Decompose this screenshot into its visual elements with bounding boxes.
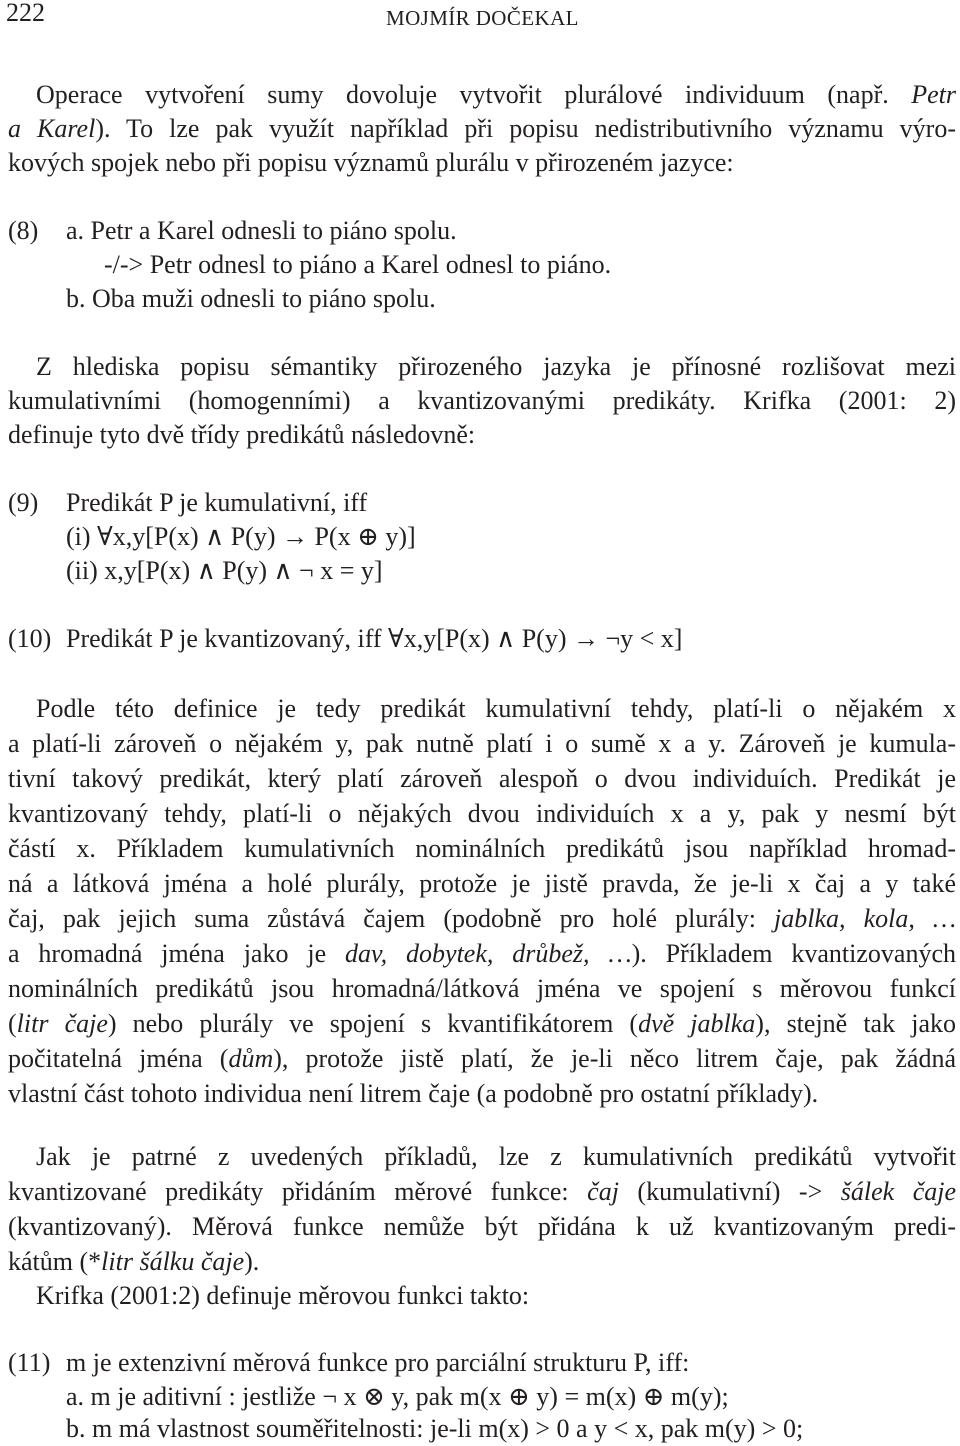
text-line: Podle této definice je tedy predikát kumulativní tehdy, platí-li o nějakém x <box>36 694 956 723</box>
example-number: (8) <box>8 216 39 245</box>
formula: b. m má vlastnost souměřitelnosti: je-li m(x) > 0 a y < x, pak m(y) > 0; <box>66 1414 804 1443</box>
text-line: Jak je patrné z uvedených příkladů, lze z kumulativních predikátů vytvořit <box>36 1142 956 1171</box>
text-line: (litr čaje) nebo plurály ve spojení s kvantifikátorem (dvě jablka), stejně tak jako <box>8 1009 956 1038</box>
text-line: kových spojek nebo při popisu významů plurálu v přirozeném jazyce: <box>8 148 734 177</box>
example-number: (10) <box>8 624 52 653</box>
example-line: b. Oba muži odnesli to piáno spolu. <box>66 284 436 313</box>
example-line: -/-> Petr odnesl to piáno a Karel odnesl to piáno. <box>104 250 612 279</box>
text-line: ná a látková jména a holé plurály, protože je jistě pravda, že je-li x čaj a y také <box>8 869 956 898</box>
text-line: a platí-li zároveň o nějakém y, pak nutně platí i o sumě x a y. Zároveň je kumula- <box>8 729 956 758</box>
running-head: MOJMÍR DOČEKAL <box>386 6 579 30</box>
text-line: Z hlediska popisu sémantiky přirozeného jazyka je přínosné rozlišovat mezi <box>36 352 956 381</box>
text-line: kátům (*litr šálku čaje). <box>8 1247 260 1276</box>
text-line: nominálních predikátů jsou hromadná/látková jména ve spojení s měrovou funkcí <box>8 974 956 1003</box>
example-line: Predikát P je kumulativní, iff <box>66 488 368 517</box>
text-line: počitatelná jména (dům), protože jistě platí, že je-li něco litrem čaje, pak žádná <box>8 1044 956 1073</box>
text-line: čaj, pak jejich suma zůstává čajem (podobně pro holé plurály: jablka, kola, … <box>8 904 957 933</box>
text-line: kvantizované predikáty přidáním měrové funkce: čaj (kumulativní) -> šálek čaje <box>8 1177 957 1206</box>
text-line: Operace vytvoření sumy dovoluje vytvořit plurálové individuum (např. Petr <box>36 80 956 109</box>
example-line: m je extenzivní měrová funkce pro parciální strukturu P, iff: <box>66 1348 690 1377</box>
formula: (i) ∀x,y[P(x) ∧ P(y) → P(x ⊕ y)] <box>66 522 416 551</box>
text-line: kumulativními (homogenními) a kvantizovanými predikáty. Krifka (2001: 2) <box>8 386 956 415</box>
text-line: kvantizovaný tehdy, platí-li o nějakých dvou individuích x a y, pak y nesmí být <box>8 799 956 828</box>
text-line: částí x. Příkladem kumulativních nominálních predikátů jsou například hromad- <box>8 834 956 863</box>
example-number: (11) <box>8 1348 51 1377</box>
example-line: a. Petr a Karel odnesli to piáno spolu. <box>66 216 457 245</box>
text-line: Krifka (2001:2) definuje měrovou funkci takto: <box>36 1281 530 1310</box>
text-line: a hromadná jména jako je dav, dobytek, drůbež, …). Příkladem kvantizovaných <box>8 939 956 968</box>
formula: a. m je aditivní : jestliže ¬ x ⊗ y, pak m(x ⊕ y) = m(x) ⊕ m(y); <box>66 1382 729 1411</box>
page-number: 222 <box>6 0 45 27</box>
formula: Predikát P je kvantizovaný, iff ∀x,y[P(x) ∧ P(y) → ¬y < x] <box>66 624 683 653</box>
text-line: definuje tyto dvě třídy predikátů následovně: <box>8 420 476 449</box>
example-number: (9) <box>8 488 39 517</box>
text-line: a Karel). To lze pak využít například při popisu nedistributivního významu výro- <box>8 114 956 143</box>
text-line: tivní takový predikát, který platí zároveň alespoň o dvou individuích. Predikát je <box>8 764 956 793</box>
text-line: vlastní část tohoto individua není litrem čaje (a podobně pro ostatní příklady). <box>8 1079 819 1108</box>
text-line: (kvantizovaný). Měrová funkce nemůže být přidána k už kvantizovaným predi- <box>8 1212 956 1241</box>
formula: (ii) x,y[P(x) ∧ P(y) ∧ ¬ x = y] <box>66 556 383 585</box>
